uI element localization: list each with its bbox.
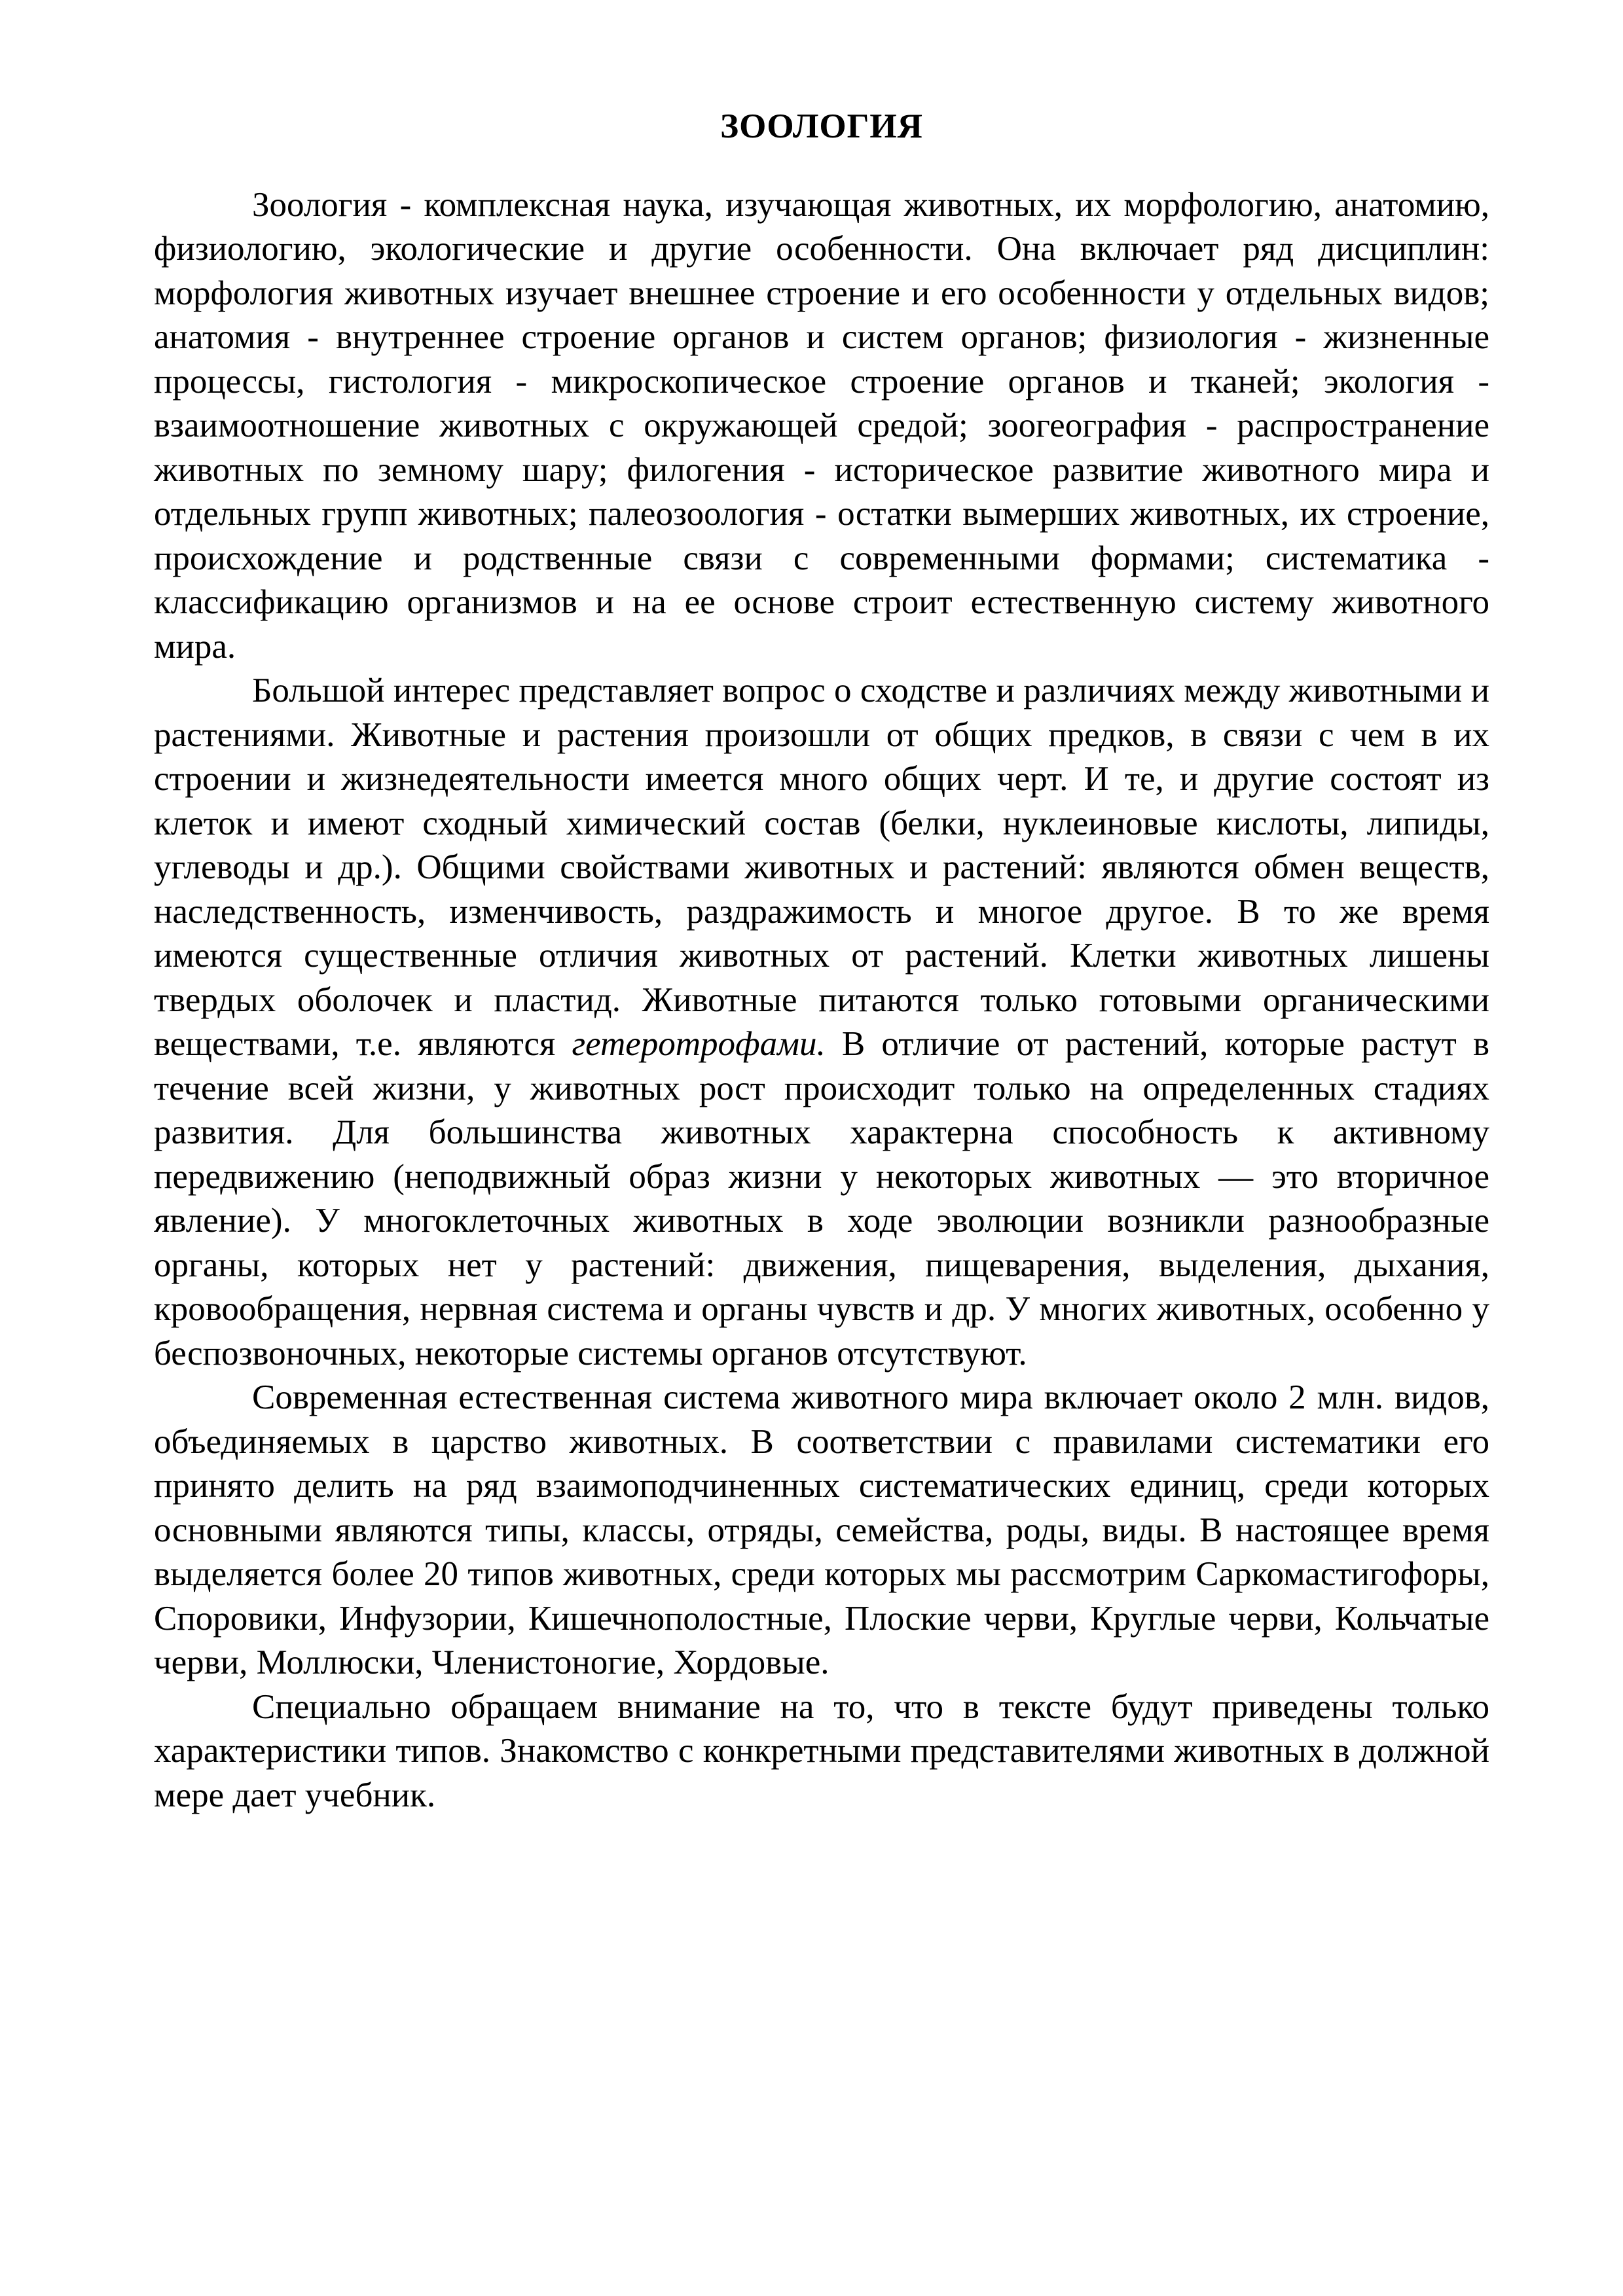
paragraph-intro: Зоология - комплексная наука, изучающая животных, их морфологию, анатомию, физиологию, экологические и другие особенности. Она включает ряд дисциплин: морфология животных изучает внешнее строение и его особенности у отдельных видов; анатомия - внутреннее строение органов и систем органов; физиология - жизненные процессы, гистология - микроскопическое строение органов и тканей; экология - взаимоотношение животных с окружающей средой; зоогеография - распространение животных по земному шару; филогения - историческое развитие животного мира и отдельных групп животных; палеозоология - остатки вымерших животных, их строение, происхождение и родственные связи с современными формами; систематика - классификацию организмов и на ее основе строит естественную систему животного мира. (154, 185, 1489, 666)
document-title: ЗООЛОГИЯ (720, 107, 923, 145)
paragraph-text-before-italic: Большой интерес представляет вопрос о сходстве и различиях между животными и растениями. Животные и растения произошли от общих предков, в связи с чем в их строении и жизнедеятельности имеется много общих черт. И те, и другие состоят из клеток и имеют сходный химический состав (белки, нуклеиновые кислоты, липиды, углеводы и др.). Общими свойствами животных и растений: являются обмен веществ, наследственность, изменчивость, раздражимость и многое другое. В то же время имеются существенные отличия животных от растений. Клетки животных лишены твердых оболочек и пластид. Животные питаются только готовыми органическими веществами, т.е. являются (154, 672, 1489, 1063)
paragraph-classification: Современная естественная система животного мира включает около 2 млн. видов, объединяемых в царство животных. В соответствии с правилами систематики его принято делить на ряд взаимоподчиненных систематических единиц, среди которых основными являются типы, классы, отряды, семейства, роды, виды. В настоящее время выделяется более 20 типов животных, среди которых мы рассмотрим Саркомастигофоры, Споровики, Инфузории, Кишечнополостные, Плоские черви, Круглые черви, Кольчатые черви, Моллюски, Членистоногие, Хордовые. (154, 1378, 1489, 1681)
document-page (154, 105, 1489, 1818)
paragraph-note: Специально обращаем внимание на то, что в тексте будут приведены только характеристики типов. Знакомство с конкретными представителями животных в должной мере дает учебник. (154, 1687, 1489, 1814)
italic-term-heterotrophs: гетеротрофами. (572, 1025, 826, 1063)
paragraph-animals-vs-plants (154, 669, 1489, 1376)
paragraph-text-after-italic: В отличие от растений, которые растут в течение всей жизни, у животных рост происходит только на определенных стадиях развития. Для большинства животных характерна способность к активному передвижению (неподвижный образ жизни у некоторых животных — это вторичное явление). У многоклеточных животных в ходе эволюции возникли разнообразные органы, которых нет у растений: движения, пищеварения, выделения, дыхания, кровообращения, нервная система и органы чувств и др. У многих животных, особенно у беспозвоночных, некоторые системы органов отсутствуют. (154, 1025, 1489, 1372)
